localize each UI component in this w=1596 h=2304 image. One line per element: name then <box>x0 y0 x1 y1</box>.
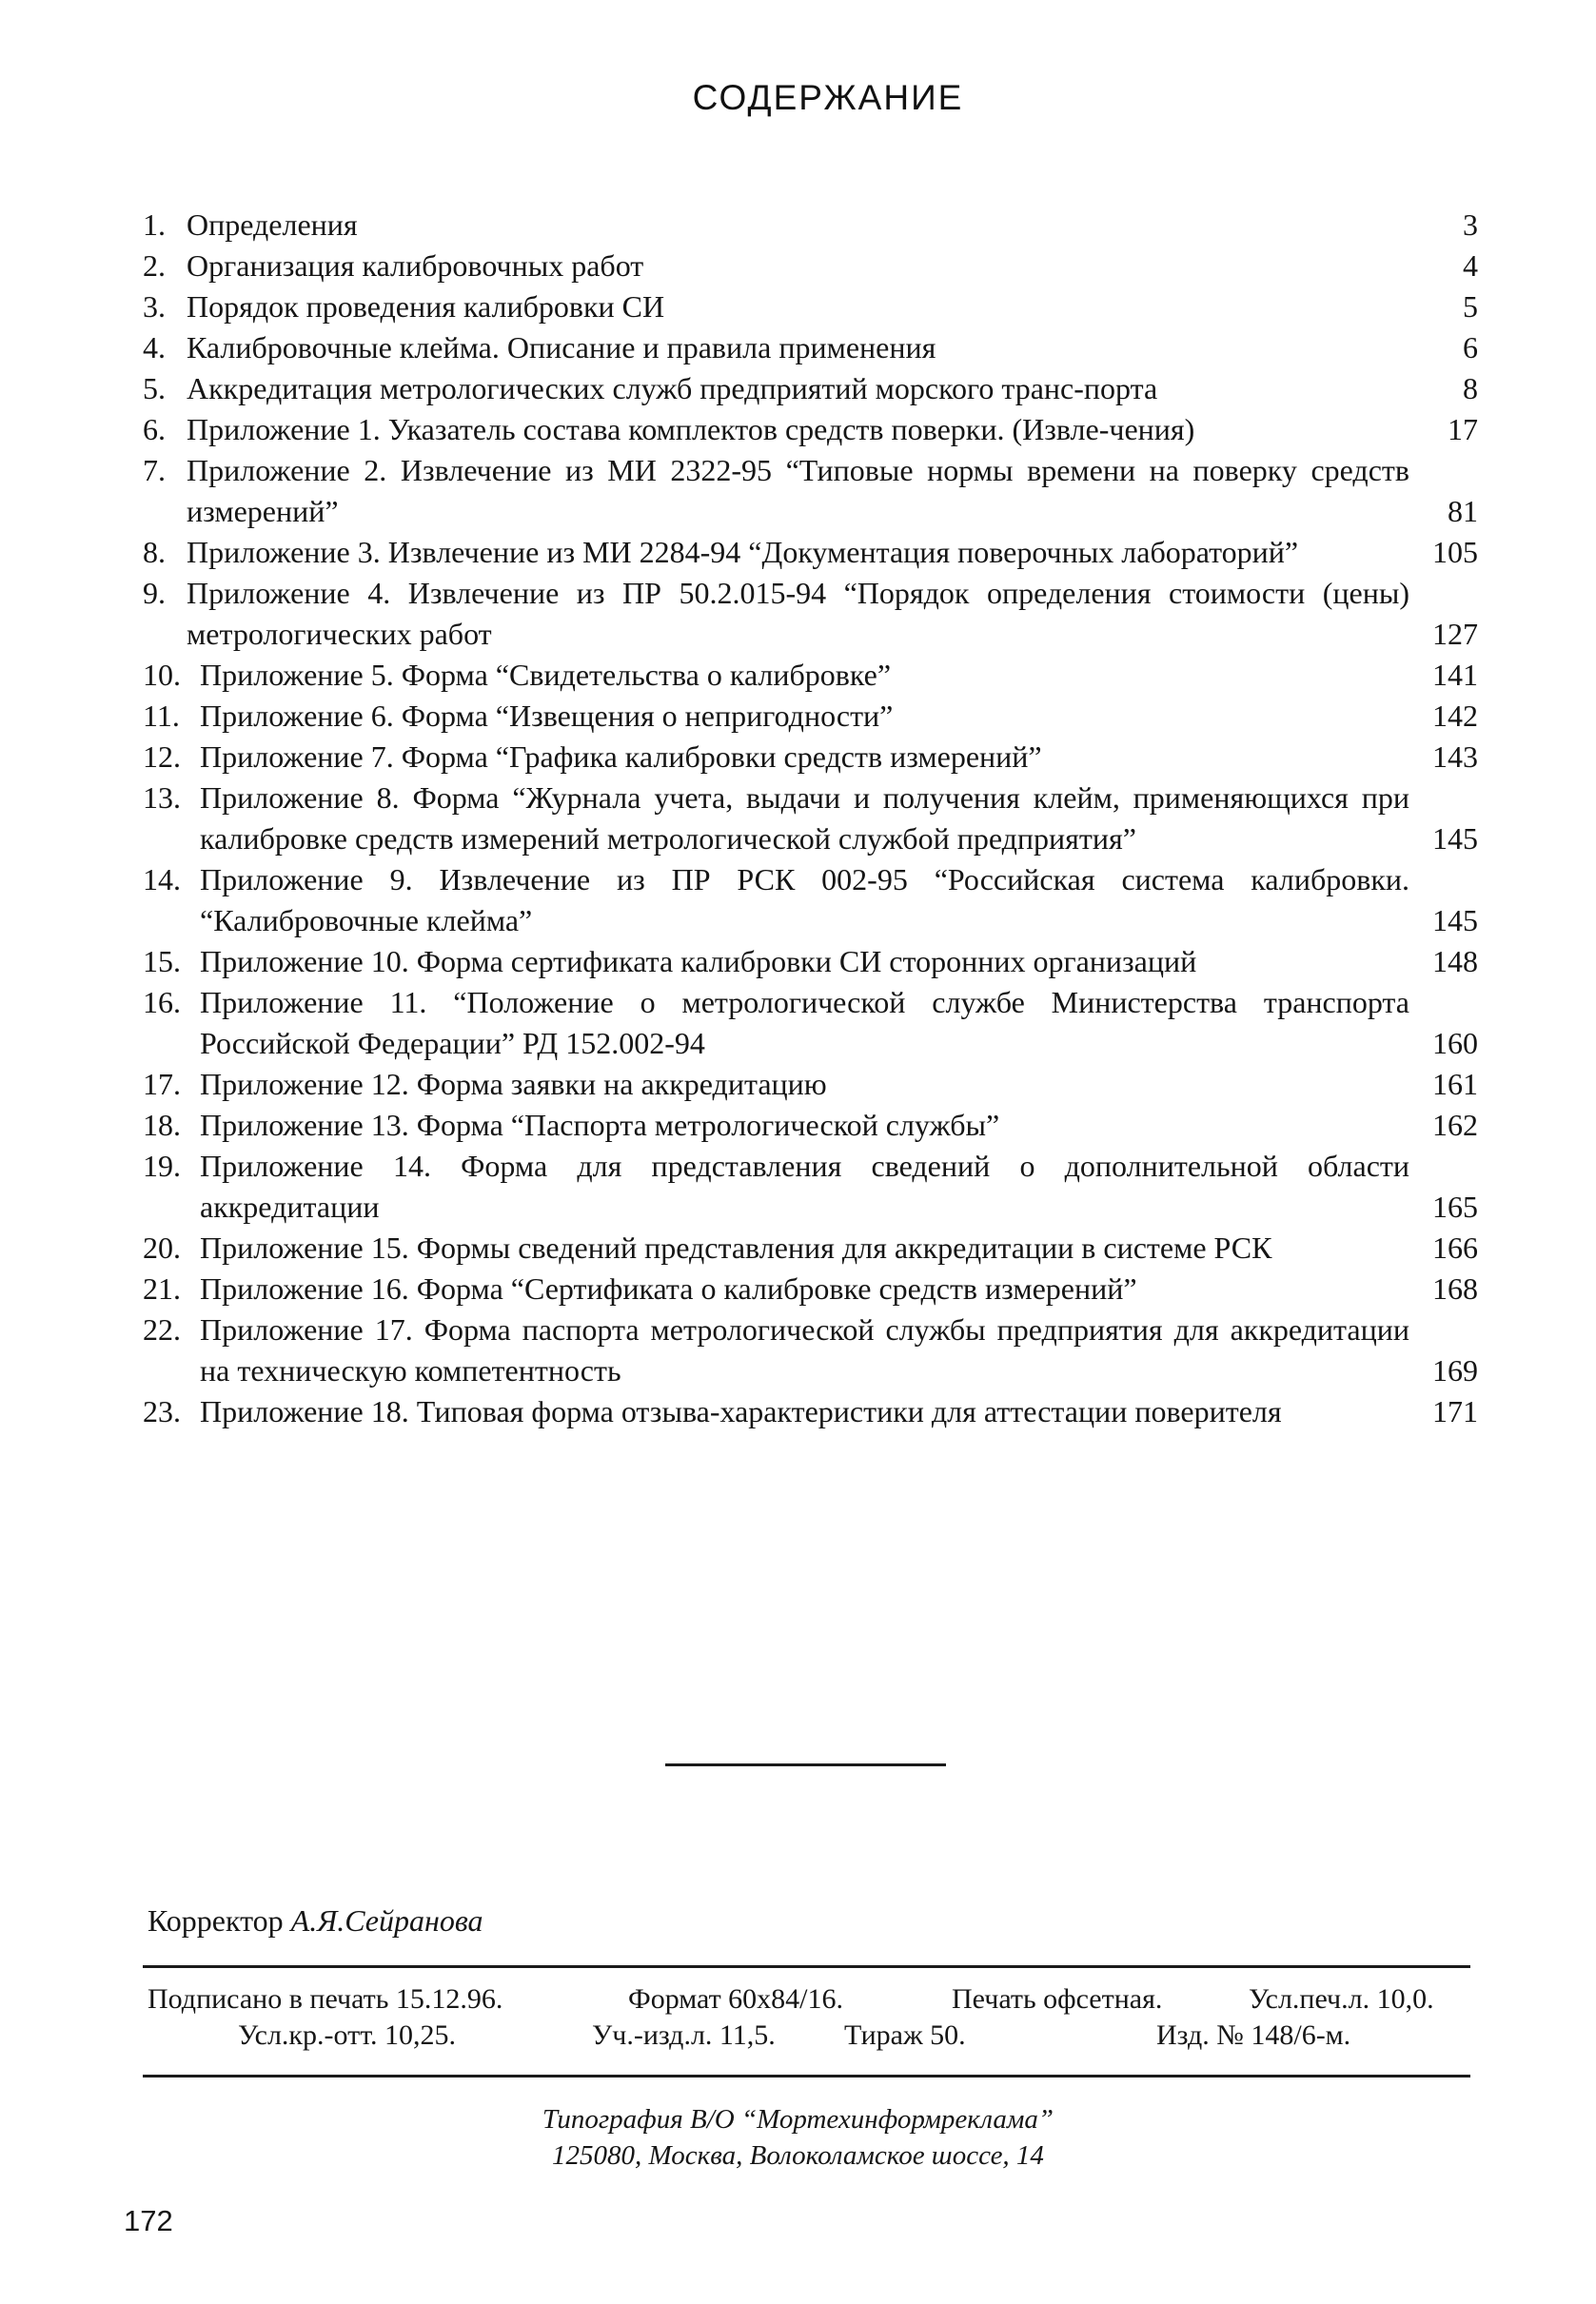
toc-item-number: 22. <box>143 1312 181 1347</box>
toc-item-text: Приложение 15. Формы сведений представления для аккредитации в системе РСК <box>200 1231 1272 1265</box>
imprint-format: Формат 60x84/16. <box>628 1983 844 2015</box>
toc-item-page: 143 <box>1432 739 1478 774</box>
toc-item-text: Приложение 18. Типовая форма отзыва-характеристики для аттестации поверителя <box>200 1394 1282 1428</box>
toc-item <box>143 1310 1478 1391</box>
toc-item-number: 5. <box>143 371 166 405</box>
imprint-uch-izd: Уч.-изд.л. 11,5. <box>592 2019 776 2051</box>
toc-item-page: 81 <box>1448 494 1478 528</box>
toc-item <box>143 696 1478 737</box>
toc-item-number: 6. <box>143 412 166 446</box>
toc-item-page: 127 <box>1432 617 1478 651</box>
toc-entry <box>143 1391 1478 1432</box>
toc-item <box>143 205 1478 246</box>
toc-item-number: 2. <box>143 248 166 283</box>
toc-item-number: 15. <box>143 944 181 978</box>
imprint-izd: Изд. № 148/6-м. <box>1156 2019 1351 2051</box>
table-of-contents <box>143 205 1478 1432</box>
toc-item-number: 23. <box>143 1394 181 1428</box>
toc-item <box>143 778 1478 859</box>
toc-item-text: Приложение 6. Форма “Извещения о непригодности” <box>200 699 894 733</box>
toc-item <box>143 409 1478 450</box>
toc-item-number: 3. <box>143 289 166 324</box>
toc-item-text: Приложение 3. Извлечение из МИ 2284-94 “Документация поверочных лабораторий” <box>187 535 1299 569</box>
toc-item-page: 145 <box>1432 821 1478 856</box>
toc-entry <box>143 327 1478 368</box>
toc-item-number: 10. <box>143 658 181 692</box>
toc-item <box>143 327 1478 368</box>
toc-item-page: 6 <box>1463 330 1478 364</box>
toc-item-page: 17 <box>1448 412 1478 446</box>
toc-item-page: 162 <box>1432 1108 1478 1142</box>
toc-item-page: 169 <box>1432 1353 1478 1388</box>
toc-item <box>143 1146 1478 1228</box>
toc-item-text: Приложение 16. Форма “Сертификата о калибровке средств измерений” <box>200 1271 1137 1306</box>
toc-item-number: 7. <box>143 453 166 487</box>
toc-item <box>143 1064 1478 1105</box>
corrector-label: Корректор <box>148 1903 284 1938</box>
toc-entry <box>143 286 1478 327</box>
toc-item-page: 105 <box>1432 535 1478 569</box>
toc-item-number: 11. <box>143 699 180 733</box>
toc-item-text: Приложение 17. Форма паспорта метрологической службы предприятия для аккредитации на техническую компетентность <box>200 1312 1409 1388</box>
toc-item-text: Приложение 4. Извлечение из ПР 50.2.015-94 “Порядок определения стоимости (цены) метрологических работ <box>187 576 1409 651</box>
toc-entry <box>143 982 1478 1064</box>
toc-item-text: Приложение 14. Форма для представления сведений о дополнительной области аккредитации <box>200 1149 1409 1224</box>
toc-item-page: 168 <box>1432 1271 1478 1306</box>
toc-item-text: Приложение 11. “Положение о метрологической службе Министерства транспорта Российской Федерации” РД 152.002-94 <box>200 985 1409 1060</box>
toc-item <box>143 655 1478 696</box>
toc-item-page: 166 <box>1432 1231 1478 1265</box>
toc-entry <box>143 246 1478 286</box>
imprint-pech-l: Усл.печ.л. 10,0. <box>1249 1983 1434 2015</box>
toc-item-number: 21. <box>143 1271 181 1306</box>
toc-item-number: 18. <box>143 1108 181 1142</box>
toc-entry <box>143 1228 1478 1269</box>
toc-item-number: 13. <box>143 780 181 815</box>
toc-item-number: 20. <box>143 1231 181 1265</box>
toc-entry <box>143 778 1478 859</box>
toc-item-page: 142 <box>1432 699 1478 733</box>
toc-item-text: Приложение 9. Извлечение из ПР РСК 002-95 “Российская система калибровки. “Калибровочные клейма” <box>200 862 1409 937</box>
printer-address: 125080, Москва, Волоколамское шоссе, 14 <box>552 2140 1044 2171</box>
toc-item-text: Аккредитация метрологических служб предприятий морского транс-порта <box>187 371 1158 405</box>
toc-item-page: 161 <box>1432 1067 1478 1101</box>
toc-entry <box>143 1146 1478 1228</box>
divider-short <box>665 1763 946 1766</box>
toc-item-text: Организация калибровочных работ <box>187 248 644 283</box>
page-title: СОДЕРЖАНИЕ <box>692 78 964 117</box>
toc-item <box>143 1105 1478 1146</box>
toc-item <box>143 1228 1478 1269</box>
toc-item-text: Калибровочные клейма. Описание и правила применения <box>187 330 936 364</box>
toc-item-text: Порядок проведения калибровки СИ <box>187 289 665 324</box>
toc-item <box>143 1269 1478 1310</box>
toc-item-page: 171 <box>1432 1394 1478 1428</box>
toc-entry <box>143 205 1478 246</box>
toc-entry <box>143 573 1478 655</box>
toc-item <box>143 532 1478 573</box>
corrector-line <box>148 1901 483 1940</box>
toc-entry <box>143 368 1478 409</box>
toc-item-text: Приложение 13. Форма “Паспорта метрологической службы” <box>200 1108 1000 1142</box>
toc-item-text: Определения <box>187 207 358 242</box>
toc-item-number: 16. <box>143 985 181 1019</box>
toc-item-number: 12. <box>143 739 181 774</box>
toc-entry <box>143 655 1478 696</box>
toc-entry <box>143 1269 1478 1310</box>
toc-item <box>143 982 1478 1064</box>
toc-entry <box>143 532 1478 573</box>
toc-item-number: 8. <box>143 535 166 569</box>
toc-entry <box>143 696 1478 737</box>
corrector-name: А.Я.Сейранова <box>290 1903 483 1938</box>
imprint-print: Печать офсетная. <box>952 1983 1163 2015</box>
toc-item <box>143 286 1478 327</box>
toc-item-page: 3 <box>1463 207 1478 242</box>
toc-entry <box>143 1310 1478 1391</box>
toc-item-text: Приложение 7. Форма “Графика калибровки средств измерений” <box>200 739 1042 774</box>
toc-item <box>143 737 1478 778</box>
toc-item <box>143 450 1478 532</box>
printer-name: Типография В/О “Мортехинформреклама” <box>542 2104 1054 2135</box>
toc-item <box>143 246 1478 286</box>
toc-item-text: Приложение 1. Указатель состава комплектов средств поверки. (Извле-чения) <box>187 412 1195 446</box>
toc-item-text: Приложение 8. Форма “Журнала учета, выдачи и получения клейм, применяющихся при калибровке средств измерений метрологической службой предприятия” <box>200 780 1409 856</box>
imprint-signed: Подписано в печать 15.12.96. <box>148 1983 503 2015</box>
toc-entry <box>143 941 1478 982</box>
toc-entry <box>143 409 1478 450</box>
toc-item-number: 1. <box>143 207 166 242</box>
toc-item-number: 4. <box>143 330 166 364</box>
toc-item-number: 17. <box>143 1067 181 1101</box>
toc-item-page: 8 <box>1463 371 1478 405</box>
imprint-tirazh: Тираж 50. <box>844 2019 966 2051</box>
toc-item-page: 4 <box>1463 248 1478 283</box>
toc-entry <box>143 859 1478 941</box>
toc-item-page: 141 <box>1432 658 1478 692</box>
toc-item <box>143 1391 1478 1432</box>
toc-item-text: Приложение 12. Форма заявки на аккредитацию <box>200 1067 827 1101</box>
toc-entry <box>143 1064 1478 1105</box>
toc-item <box>143 859 1478 941</box>
toc-item-number: 14. <box>143 862 181 896</box>
toc-item-number: 19. <box>143 1149 181 1183</box>
imprint-kr-ott: Усл.кр.-отт. 10,25. <box>238 2019 457 2051</box>
toc-item-page: 160 <box>1432 1026 1478 1060</box>
imprint-top-rule <box>143 1965 1470 1968</box>
toc-entry <box>143 450 1478 532</box>
toc-entry <box>143 1105 1478 1146</box>
toc-item-page: 5 <box>1463 289 1478 324</box>
toc-item-text: Приложение 5. Форма “Свидетельства о калибровке” <box>200 658 892 692</box>
toc-item <box>143 368 1478 409</box>
toc-item-page: 165 <box>1432 1190 1478 1224</box>
toc-entry <box>143 737 1478 778</box>
toc-item-text: Приложение 10. Форма сертификата калибровки СИ сторонних организаций <box>200 944 1197 978</box>
page-number: 172 <box>124 2204 173 2237</box>
toc-item <box>143 573 1478 655</box>
toc-item-text: Приложение 2. Извлечение из МИ 2322-95 “Типовые нормы времени на поверку средств измерений” <box>187 453 1409 528</box>
imprint-bottom-rule <box>143 2075 1470 2078</box>
toc-item-number: 9. <box>143 576 166 610</box>
toc-item <box>143 941 1478 982</box>
toc-item-page: 148 <box>1432 944 1478 978</box>
toc-item-page: 145 <box>1432 903 1478 937</box>
